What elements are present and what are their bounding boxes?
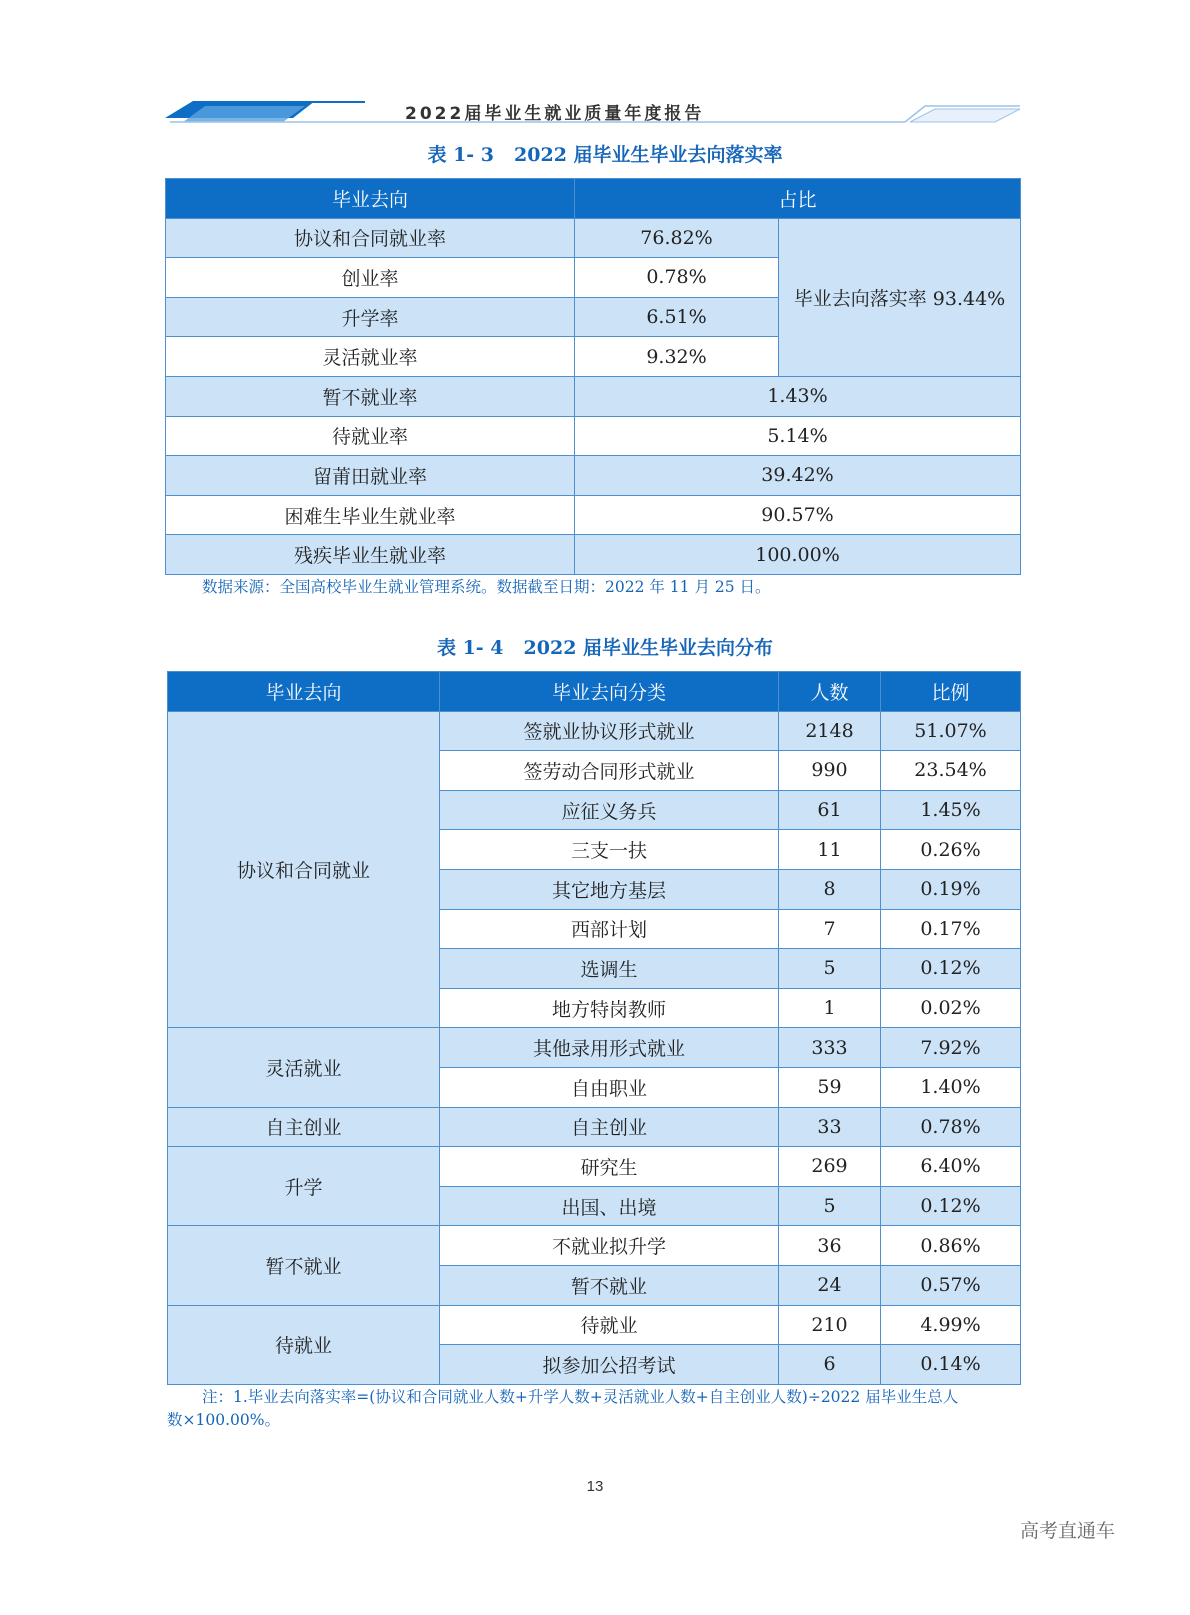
category-cell: 不就业拟升学 — [440, 1226, 779, 1266]
row-label: 暂不就业率 — [166, 376, 575, 416]
table13 — [165, 178, 1021, 575]
count-cell: 11 — [779, 830, 881, 870]
ratio-cell: 4.99% — [881, 1305, 1021, 1345]
count-cell: 269 — [779, 1147, 881, 1187]
row-value: 76.82% — [575, 218, 779, 258]
table-row — [166, 218, 1021, 258]
table14-header-direction: 毕业去向 — [168, 672, 440, 712]
category-cell: 其他录用形式就业 — [440, 1028, 779, 1068]
count-cell: 6 — [779, 1345, 881, 1385]
ratio-cell: 23.54% — [881, 751, 1021, 791]
ratio-cell: 0.78% — [881, 1107, 1021, 1147]
category-cell: 自由职业 — [440, 1067, 779, 1107]
table14-caption-number: 表 1- 4 — [436, 637, 504, 659]
count-cell: 24 — [779, 1265, 881, 1305]
row-value: 5.14% — [575, 416, 1021, 456]
group-label: 升学 — [168, 1147, 440, 1226]
ratio-cell: 0.17% — [881, 909, 1021, 949]
table-row — [166, 456, 1021, 496]
row-label: 灵活就业率 — [166, 337, 575, 377]
ratio-cell: 1.45% — [881, 790, 1021, 830]
row-value: 100.00% — [575, 535, 1021, 575]
table13-source-note: 数据来源：全国高校毕业生就业管理系统。数据截至日期：2022 年 11 月 25 日。 — [202, 578, 771, 596]
ratio-cell: 0.57% — [881, 1265, 1021, 1305]
row-label: 困难生毕业生就业率 — [166, 495, 575, 535]
table14-caption — [168, 633, 1042, 660]
group-label: 暂不就业 — [168, 1226, 440, 1305]
ratio-cell: 0.26% — [881, 830, 1021, 870]
table-row — [168, 1107, 1021, 1147]
table13-caption-title: 2022 届毕业生毕业去向落实率 — [514, 144, 783, 166]
group-label: 待就业 — [168, 1305, 440, 1384]
category-cell: 拟参加公招考试 — [440, 1345, 779, 1385]
table-row — [166, 416, 1021, 456]
table-row — [166, 495, 1021, 535]
row-value: 9.32% — [575, 337, 779, 377]
table-row — [168, 711, 1021, 751]
row-label: 升学率 — [166, 297, 575, 337]
category-cell: 签劳动合同形式就业 — [440, 751, 779, 791]
table-row — [168, 1147, 1021, 1187]
category-cell: 选调生 — [440, 949, 779, 989]
ratio-cell: 0.12% — [881, 1186, 1021, 1226]
count-cell: 5 — [779, 1186, 881, 1226]
table-row — [166, 376, 1021, 416]
count-cell: 2148 — [779, 711, 881, 751]
count-cell: 1 — [779, 988, 881, 1028]
row-label: 待就业率 — [166, 416, 575, 456]
ratio-cell: 0.19% — [881, 869, 1021, 909]
category-cell: 出国、出境 — [440, 1186, 779, 1226]
row-value: 6.51% — [575, 297, 779, 337]
ratio-cell: 0.14% — [881, 1345, 1021, 1385]
category-cell: 其它地方基层 — [440, 869, 779, 909]
table14-note-line2: 数×100.00%。 — [167, 1411, 280, 1429]
placement-rate-summary: 毕业去向落实率 93.44% — [779, 218, 1021, 376]
ratio-cell: 1.40% — [881, 1067, 1021, 1107]
category-cell: 签就业协议形式就业 — [440, 711, 779, 751]
group-label: 协议和合同就业 — [168, 711, 440, 1028]
count-cell: 210 — [779, 1305, 881, 1345]
row-label: 创业率 — [166, 258, 575, 298]
header-title: 2022届毕业生就业质量年度报告 — [405, 104, 705, 124]
ratio-cell: 0.02% — [881, 988, 1021, 1028]
row-label: 留莆田就业率 — [166, 456, 575, 496]
table-row — [168, 1226, 1021, 1266]
count-cell: 333 — [779, 1028, 881, 1068]
category-cell: 西部计划 — [440, 909, 779, 949]
table13-header-direction: 毕业去向 — [166, 179, 575, 219]
table-row — [168, 1028, 1021, 1068]
count-cell: 61 — [779, 790, 881, 830]
count-cell: 33 — [779, 1107, 881, 1147]
row-label: 协议和合同就业率 — [166, 218, 575, 258]
table14-caption-title: 2022 届毕业生毕业去向分布 — [523, 637, 774, 659]
category-cell: 地方特岗教师 — [440, 988, 779, 1028]
ratio-cell: 7.92% — [881, 1028, 1021, 1068]
table13-caption-number: 表 1- 3 — [427, 144, 495, 166]
table-row — [166, 535, 1021, 575]
table13-header-share: 占比 — [575, 179, 1021, 219]
table-row — [168, 1305, 1021, 1345]
ratio-cell: 0.12% — [881, 949, 1021, 989]
group-label: 灵活就业 — [168, 1028, 440, 1107]
ratio-cell: 51.07% — [881, 711, 1021, 751]
table14-header-count: 人数 — [779, 672, 881, 712]
category-cell: 三支一扶 — [440, 830, 779, 870]
group-label: 自主创业 — [168, 1107, 440, 1147]
page-number: 13 — [586, 1478, 604, 1495]
table14 — [167, 671, 1021, 1385]
category-cell: 研究生 — [440, 1147, 779, 1187]
count-cell: 5 — [779, 949, 881, 989]
watermark-text: 高考直通车 — [1020, 1520, 1116, 1542]
row-value: 39.42% — [575, 456, 1021, 496]
table14-header-category: 毕业去向分类 — [440, 672, 779, 712]
page-header — [165, 96, 1045, 134]
category-cell: 应征义务兵 — [440, 790, 779, 830]
count-cell: 7 — [779, 909, 881, 949]
count-cell: 59 — [779, 1067, 881, 1107]
table14-header-ratio: 比例 — [881, 672, 1021, 712]
table14-note-line1: 注：1.毕业去向落实率=(协议和合同就业人数+升学人数+灵活就业人数+自主创业人数)÷2022 届毕业生总人 — [202, 1388, 959, 1406]
count-cell: 990 — [779, 751, 881, 791]
category-cell: 自主创业 — [440, 1107, 779, 1147]
category-cell: 暂不就业 — [440, 1265, 779, 1305]
count-cell: 36 — [779, 1226, 881, 1266]
row-value: 90.57% — [575, 495, 1021, 535]
count-cell: 8 — [779, 869, 881, 909]
category-cell: 待就业 — [440, 1305, 779, 1345]
row-value: 0.78% — [575, 258, 779, 298]
table13-caption — [168, 140, 1042, 167]
row-label: 残疾毕业生就业率 — [166, 535, 575, 575]
ratio-cell: 6.40% — [881, 1147, 1021, 1187]
row-value: 1.43% — [575, 376, 1021, 416]
ratio-cell: 0.86% — [881, 1226, 1021, 1266]
